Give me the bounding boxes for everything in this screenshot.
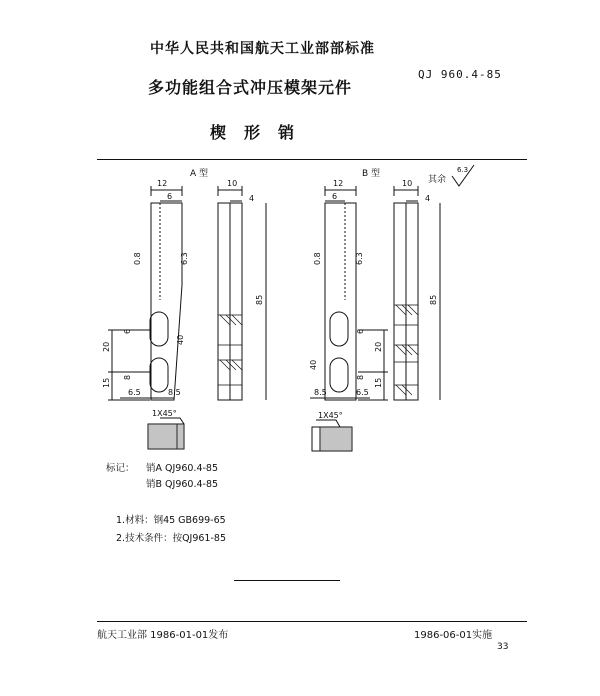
dim-b-rough-63: 6.3: [355, 252, 364, 265]
dim-b-h-15: 15: [374, 377, 383, 388]
dim-b-slot-8: 8: [356, 374, 365, 380]
type-b-slot-lower: [330, 358, 348, 392]
dim-a-slot-8: 8: [123, 374, 132, 380]
dim-b-rough-08: 0.8: [313, 252, 322, 265]
dim-b-thick-10: 10: [402, 179, 413, 188]
dim-b-width-12: 12: [333, 179, 344, 188]
bottom-rule: [97, 621, 527, 622]
dim-a-w-85: 8.5: [168, 388, 181, 397]
issuing-organization: 中华人民共和国航天工业部部标准: [150, 41, 375, 57]
dim-a-rough-63: 6.3: [180, 252, 189, 265]
issued-date: 航天工业部 1986-01-01发布: [97, 630, 229, 641]
part-name: 楔形销: [210, 123, 313, 142]
type-a-slot-upper: [150, 312, 168, 346]
type-a-slot-lower: [150, 358, 168, 392]
surface-note-label: 其余: [428, 175, 447, 185]
standard-number: QJ 960.4-85: [418, 68, 502, 81]
dim-a-h-20: 20: [102, 341, 111, 352]
dim-b-thick-4: 4: [425, 194, 431, 203]
dim-a-thick-4: 4: [249, 194, 255, 203]
effective-date: 1986-06-01实施: [414, 630, 493, 641]
dim-b-h-20: 20: [374, 341, 383, 352]
dim-a-slot-6: 6: [123, 328, 132, 334]
note-technical: 2.技术条件：按QJ961-85: [116, 533, 226, 544]
dim-b-h-40: 40: [309, 359, 318, 370]
dim-a-h-40: 40: [176, 334, 185, 345]
dim-b-length-85: 85: [429, 294, 438, 305]
note-material: 1.材料：钢45 GB699-65: [116, 515, 226, 526]
document-title: 多功能组合式冲压模架元件: [148, 78, 353, 97]
dim-a-rough-08: 0.8: [133, 252, 142, 265]
dim-a-width-6: 6: [167, 192, 173, 201]
end-rule: [234, 580, 340, 581]
type-a-front-outline: [151, 203, 182, 400]
dim-b-width-6: 6: [332, 192, 338, 201]
dim-a-thick-10: 10: [227, 179, 238, 188]
marking-line-a: 销A QJ960.4-85: [146, 463, 219, 474]
marking-line-b: 销B QJ960.4-85: [146, 479, 219, 490]
dim-b-w-85: 8.5: [314, 388, 327, 397]
surface-note-value: 6.3: [457, 166, 469, 174]
type-b-label: B 型: [362, 169, 381, 179]
dim-a-h-15: 15: [102, 377, 111, 388]
type-b-slot-upper: [330, 312, 348, 346]
dim-b-chamfer: 1X45°: [318, 411, 343, 420]
dim-b-w-65: 6.5: [356, 388, 369, 397]
dim-a-width-12: 12: [157, 179, 168, 188]
marking-label: 标记：: [106, 463, 135, 474]
page-number: 33: [497, 642, 509, 652]
dim-b-slot-6: 6: [356, 328, 365, 334]
dim-a-chamfer: 1X45°: [152, 409, 177, 418]
dim-a-length-85: 85: [255, 294, 264, 305]
dim-a-w-65: 6.5: [128, 388, 141, 397]
type-a-label: A 型: [190, 169, 209, 179]
